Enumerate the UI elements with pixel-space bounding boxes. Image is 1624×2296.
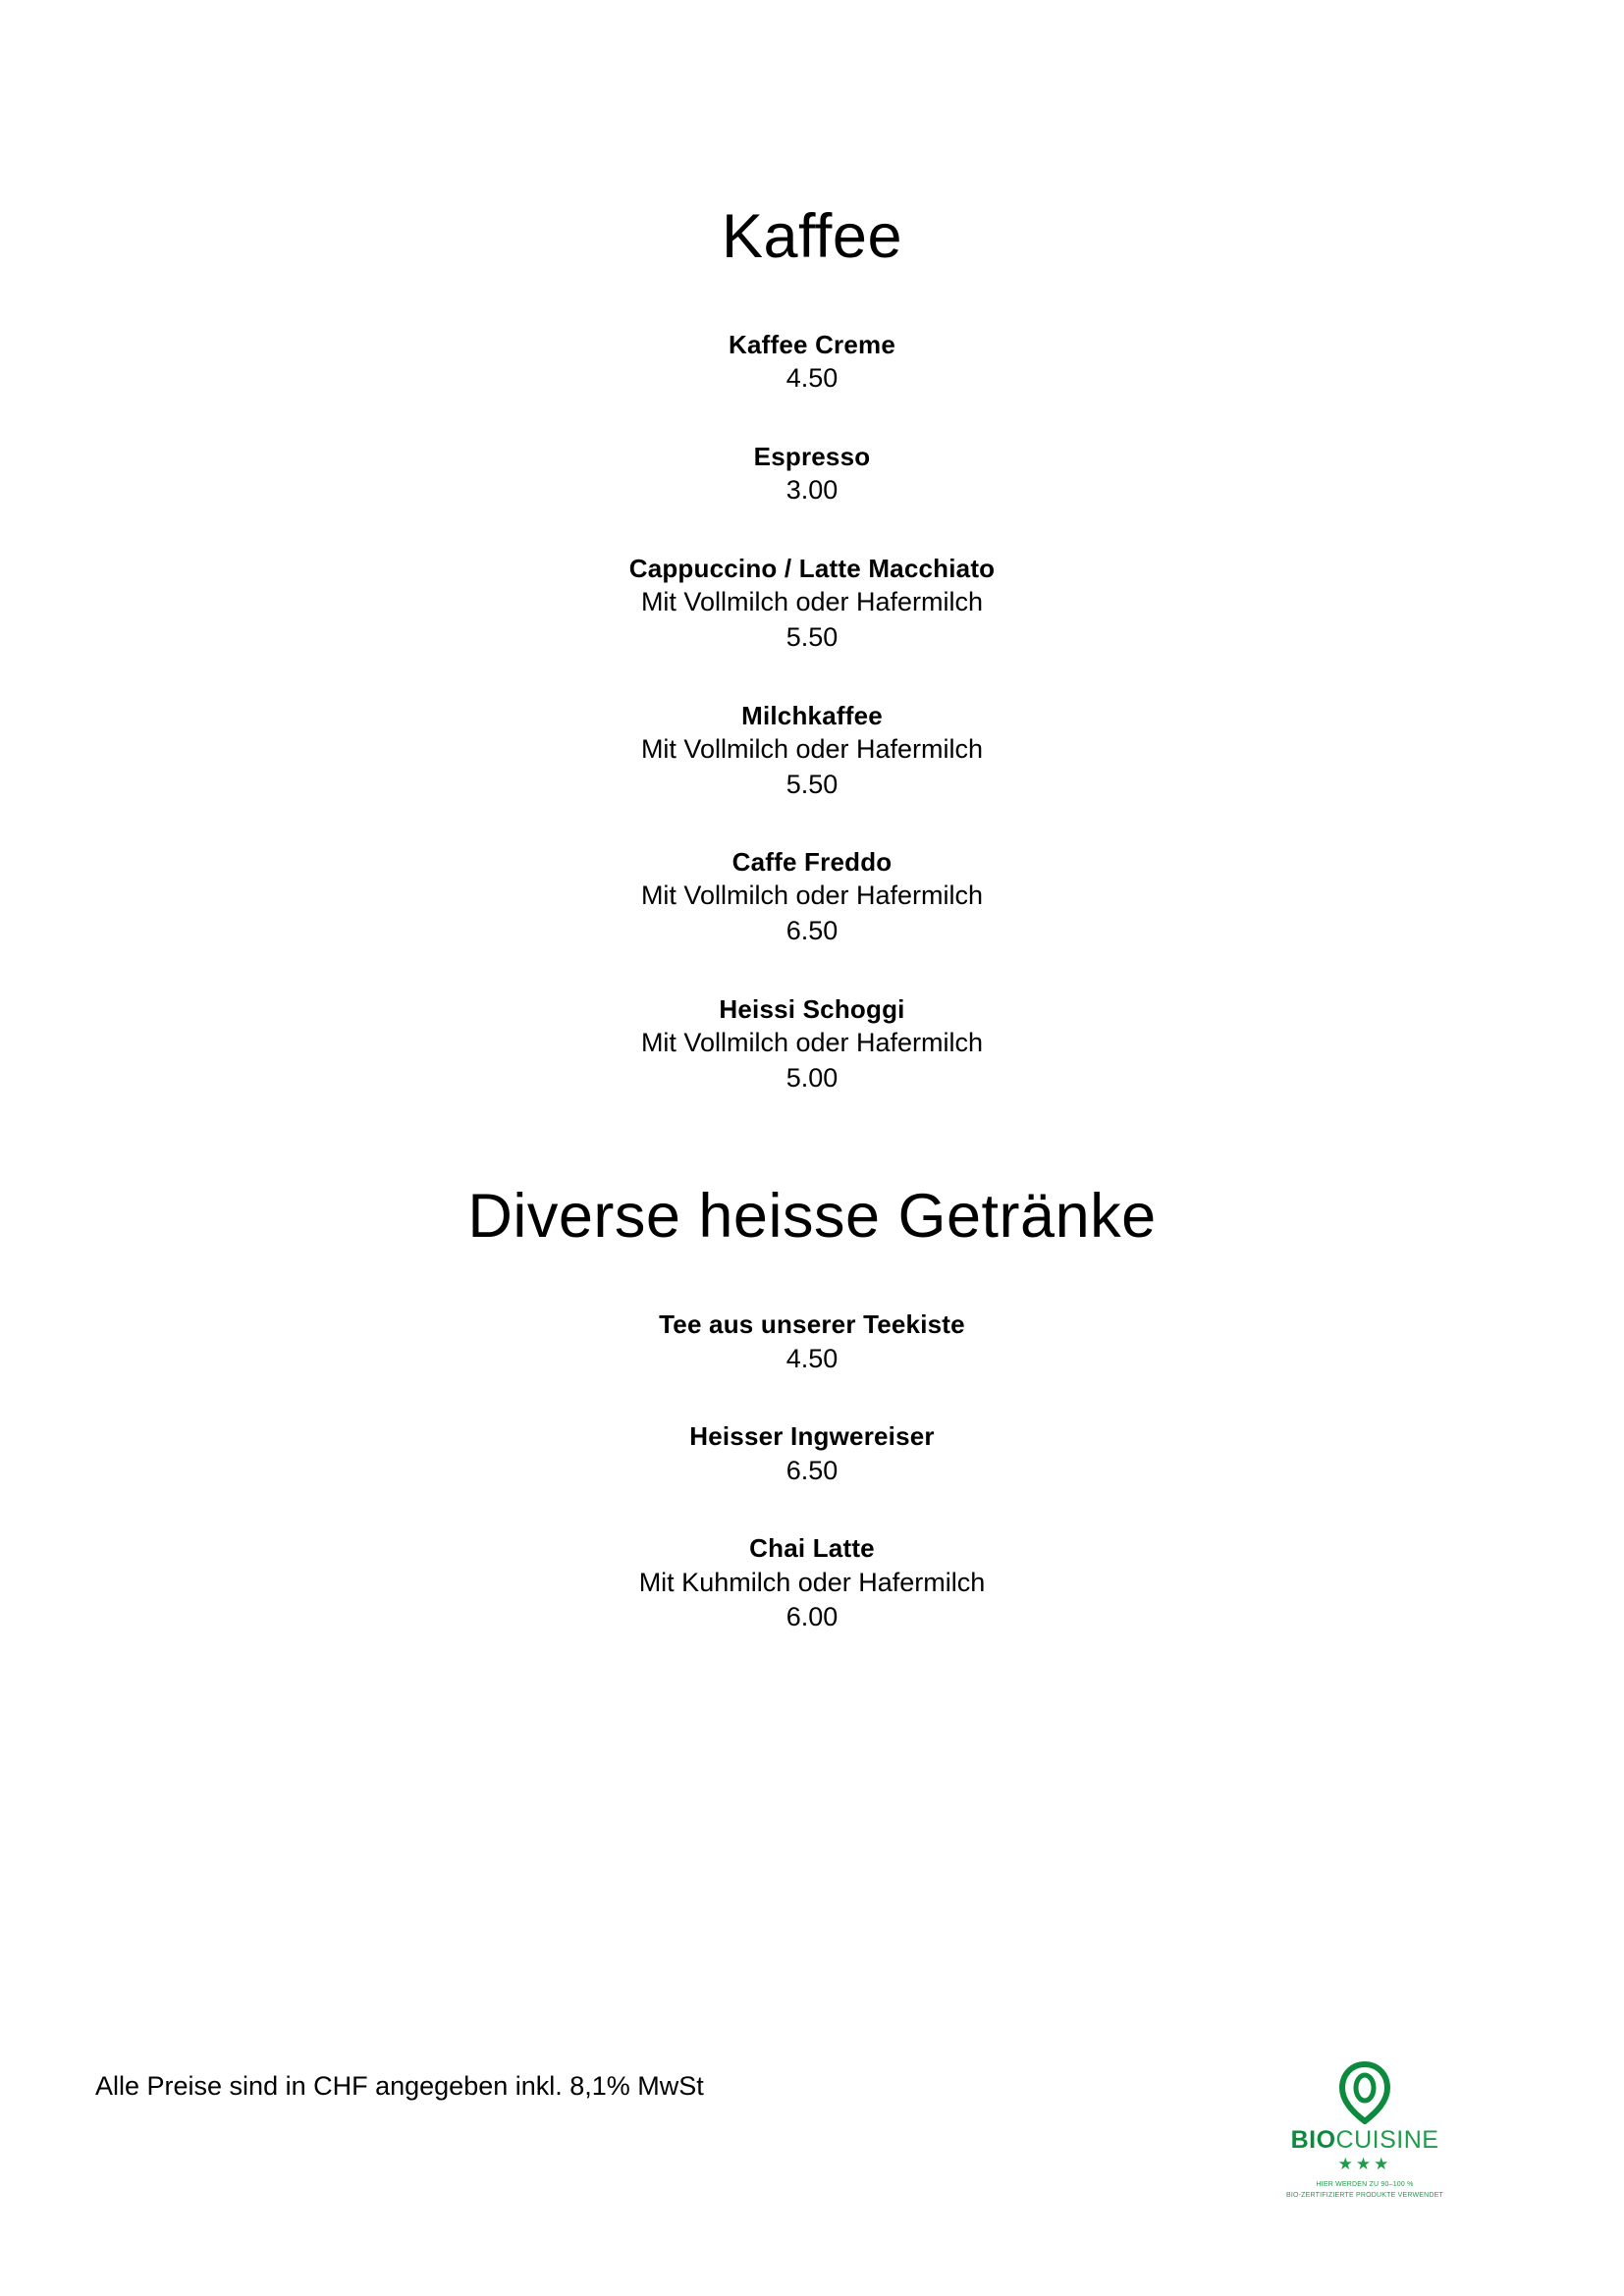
item-description: Mit Vollmilch oder Hafermilch [640,881,984,911]
item-name: Cappuccino / Latte Macchiato [628,554,996,584]
item-price: 5.00 [785,1062,839,1093]
leaf-icon [1333,2061,1396,2124]
item-name: Chai Latte [749,1533,875,1564]
item-name: Milchkaffee [741,700,883,730]
item-description: Mit Kuhmilch oder Hafermilch [638,1567,986,1597]
bio-wordmark-bold: BIO [1290,2126,1336,2154]
menu-item [0,328,1624,397]
item-price: 3.00 [785,475,839,506]
item-list-kaffee [0,328,1624,1095]
section-title-diverse-heisse-getraenke: Diverse heisse Getränke [467,1182,1157,1252]
bio-fineprint [1267,2180,1463,2201]
price-disclaimer: Alle Preise sind in CHF angegeben inkl. 8,1% MwSt [95,2071,704,2101]
item-price: 5.50 [785,769,839,799]
menu-item [0,1531,1624,1635]
section-spacer [0,1095,1624,1133]
item-price: 4.50 [785,363,839,394]
item-description: Mit Vollmilch oder Hafermilch [640,733,984,764]
item-name: Heissi Schoggi [719,993,905,1024]
item-price: 4.50 [785,1343,839,1373]
bio-stars: ★★★ [1337,2155,1392,2173]
item-name: Espresso [753,442,871,472]
section-diverse-heisse-getraenke [0,1133,1624,1635]
menu-item [0,699,1624,803]
section-kaffee [0,0,1624,1095]
item-name: Kaffee Creme [728,330,896,360]
item-list-diverse-heisse-getraenke [0,1308,1624,1634]
item-price: 6.50 [785,916,839,946]
item-price: 5.50 [785,621,839,652]
item-price: 6.50 [785,1455,839,1485]
item-price: 6.00 [785,1602,839,1632]
bio-cuisine-logo [1267,2061,1463,2201]
section-title-kaffee: Kaffee [721,202,902,271]
menu-item [0,992,1624,1096]
item-description: Mit Vollmilch oder Hafermilch [640,1028,984,1058]
menu-item [0,1419,1624,1488]
bio-wordmark [1267,2128,1463,2153]
menu-item [0,440,1624,508]
menu-item [0,845,1624,949]
menu-item [0,1308,1624,1376]
bio-fineprint-line-2: BIO-ZERTIFIZIERTE PRODUKTE VERWENDET [1285,2191,1444,2199]
item-description: Mit Vollmilch oder Hafermilch [640,587,984,617]
item-name: Caffe Freddo [731,847,893,878]
bio-wordmark-light: CUISINE [1335,2126,1439,2154]
item-name: Heisser Ingwereiser [689,1421,935,1452]
item-name: Tee aus unserer Teekiste [659,1309,965,1340]
menu-item [0,552,1624,656]
bio-fineprint-line-1: HIER WERDEN ZU 90–100 % [1316,2181,1414,2188]
